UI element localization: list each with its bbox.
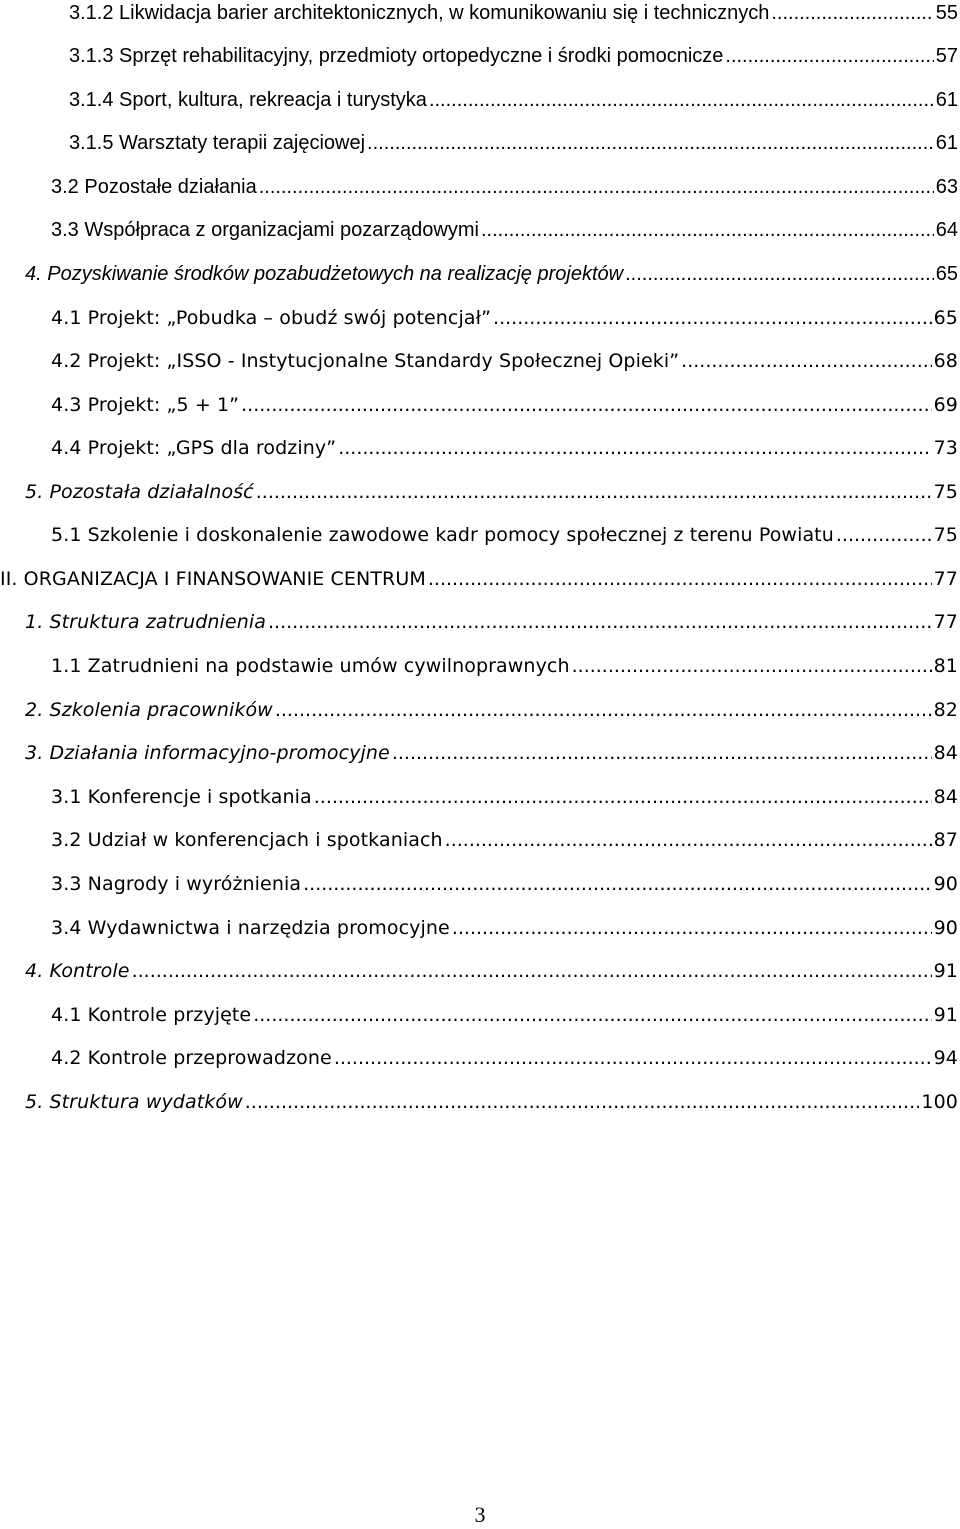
toc-entry-page: 91 xyxy=(933,960,958,982)
toc-entry-page: 69 xyxy=(933,394,958,416)
toc-entry-title: 4.3 Projekt: „5 + 1” xyxy=(51,394,240,416)
toc-entry-title: 4.4 Projekt: „GPS dla rodziny” xyxy=(51,437,337,459)
toc-entry-page: 90 xyxy=(933,917,958,939)
toc-entry[interactable] xyxy=(0,564,958,594)
toc-entry[interactable] xyxy=(51,1043,958,1073)
toc-entry[interactable] xyxy=(51,782,958,812)
toc-entry-title: 4. Kontrole xyxy=(25,960,130,982)
dot-leader xyxy=(132,956,932,986)
dot-leader xyxy=(452,913,932,943)
dot-leader xyxy=(445,825,932,855)
dot-leader xyxy=(367,128,934,158)
toc-entry-title: 5. Struktura wydatków xyxy=(25,1091,243,1113)
toc-entry-title: II. ORGANIZACJA I FINANSOWANIE CENTRUM xyxy=(0,568,426,590)
toc-entry[interactable] xyxy=(51,303,958,333)
toc-entry[interactable] xyxy=(51,346,958,376)
toc-entry[interactable] xyxy=(25,477,958,507)
toc-entry[interactable] xyxy=(51,215,958,245)
toc-entry[interactable] xyxy=(25,1087,958,1117)
toc-entry[interactable] xyxy=(51,1000,958,1030)
toc-entry-title: 1.1 Zatrudnieni na podstawie umów cywilnoprawnych xyxy=(51,655,570,677)
dot-leader xyxy=(771,0,933,28)
dot-leader xyxy=(681,346,931,376)
toc-entry-page: 68 xyxy=(933,350,958,372)
toc-entry-page: 55 xyxy=(935,2,958,24)
toc-entry-page: 100 xyxy=(921,1091,958,1113)
toc-entry[interactable] xyxy=(51,651,958,681)
toc-entry-page: 90 xyxy=(933,873,958,895)
dot-leader xyxy=(481,215,934,245)
dot-leader xyxy=(493,303,932,333)
page-number: 3 xyxy=(474,1502,486,1527)
dot-leader xyxy=(253,1000,931,1030)
toc-entry-page: 77 xyxy=(933,611,958,633)
toc-entry-page: 84 xyxy=(933,786,958,808)
toc-entry[interactable] xyxy=(69,0,958,28)
toc-entry-title: 2. Szkolenia pracowników xyxy=(25,699,273,721)
toc-entry-title: 3.1.5 Warsztaty terapii zajęciowej xyxy=(69,132,366,154)
dot-leader xyxy=(268,607,932,637)
dot-leader xyxy=(256,477,932,507)
toc-entry-page: 57 xyxy=(935,45,958,67)
dot-leader xyxy=(625,259,934,289)
toc-entry-title: 4.2 Kontrole przeprowadzone xyxy=(51,1047,332,1069)
toc-entry-page: 82 xyxy=(933,699,958,721)
toc-entry[interactable] xyxy=(25,607,958,637)
toc-entry-page: 91 xyxy=(933,1004,958,1026)
dot-leader xyxy=(303,869,932,899)
toc-entry-title: 3.1.3 Sprzęt rehabilitacyjny, przedmioty ortopedyczne i środki pomocnicze xyxy=(69,45,724,67)
toc-entry-page: 61 xyxy=(935,89,958,111)
toc-entry-title: 3.1.2 Likwidacja barier architektonicznych, w komunikowaniu się i technicznych xyxy=(69,2,770,24)
toc-entry-page: 73 xyxy=(933,437,958,459)
toc-entry-page: 94 xyxy=(933,1047,958,1069)
toc-entry[interactable] xyxy=(25,695,958,725)
dot-leader xyxy=(314,782,932,812)
dot-leader xyxy=(428,564,932,594)
toc-entry[interactable] xyxy=(51,825,958,855)
dot-leader xyxy=(259,172,934,202)
toc-entry-title: 4.2 Projekt: „ISSO - Instytucjonalne Standardy Społecznej Opieki” xyxy=(51,350,680,372)
dot-leader xyxy=(334,1043,932,1073)
toc-entry-title: 3.1.4 Sport, kultura, rekreacja i turystyka xyxy=(69,89,427,111)
toc-entry-page: 65 xyxy=(933,307,958,329)
toc-entry-page: 77 xyxy=(933,568,958,590)
dot-leader xyxy=(725,41,933,71)
toc-entry[interactable] xyxy=(51,172,958,202)
toc-entry-page: 81 xyxy=(933,655,958,677)
toc-entry[interactable] xyxy=(51,390,958,420)
toc-entry-page: 75 xyxy=(933,524,958,546)
toc-entry-page: 75 xyxy=(933,481,958,503)
toc-entry-title: 3.2 Udział w konferencjach i spotkaniach xyxy=(51,829,443,851)
toc-entry-title: 1. Struktura zatrudnienia xyxy=(25,611,266,633)
dot-leader xyxy=(836,520,932,550)
toc-entry-page: 84 xyxy=(933,742,958,764)
toc-entry[interactable] xyxy=(25,956,958,986)
toc-entry[interactable] xyxy=(51,913,958,943)
toc-entry-page: 87 xyxy=(933,829,958,851)
toc-entry-title: 3.1 Konferencje i spotkania xyxy=(51,786,312,808)
toc-entry[interactable] xyxy=(69,128,958,158)
toc-entry-title: 3.3 Nagrody i wyróżnienia xyxy=(51,873,302,895)
dot-leader xyxy=(429,85,934,115)
toc-entry-title: 4. Pozyskiwanie środków pozabudżetowych na realizację projektów xyxy=(25,263,624,285)
toc-entry-page: 65 xyxy=(935,263,958,285)
toc-entry-title: 3.2 Pozostałe działania xyxy=(51,176,257,198)
toc-entry-title: 3. Działania informacyjno-promocyjne xyxy=(25,742,390,764)
toc-entry[interactable] xyxy=(25,259,958,289)
toc-entry-title: 5. Pozostała działalność xyxy=(25,481,254,503)
toc-entry-page: 64 xyxy=(935,219,958,241)
toc-entry[interactable] xyxy=(51,433,958,463)
toc-entry[interactable] xyxy=(25,738,958,768)
dot-leader xyxy=(572,651,932,681)
toc-entry[interactable] xyxy=(69,85,958,115)
dot-leader xyxy=(275,695,932,725)
dot-leader xyxy=(245,1087,920,1117)
toc-entry[interactable] xyxy=(51,520,958,550)
toc-entry-title: 4.1 Projekt: „Pobudka – obudź swój potencjał” xyxy=(51,307,492,329)
toc-entry[interactable] xyxy=(51,869,958,899)
toc-entry-page: 63 xyxy=(935,176,958,198)
toc-entry-title: 3.3 Współpraca z organizacjami pozarządowymi xyxy=(51,219,479,241)
dot-leader xyxy=(392,738,932,768)
toc-entry-title: 3.4 Wydawnictwa i narzędzia promocyjne xyxy=(51,917,450,939)
dot-leader xyxy=(241,390,931,420)
toc-entry-page: 61 xyxy=(935,132,958,154)
toc-entry-title: 5.1 Szkolenie i doskonalenie zawodowe kadr pomocy społecznej z terenu Powiatu xyxy=(51,524,834,546)
toc-entry-title: 4.1 Kontrole przyjęte xyxy=(51,1004,252,1026)
toc-entry[interactable] xyxy=(69,41,958,71)
dot-leader xyxy=(338,433,931,463)
